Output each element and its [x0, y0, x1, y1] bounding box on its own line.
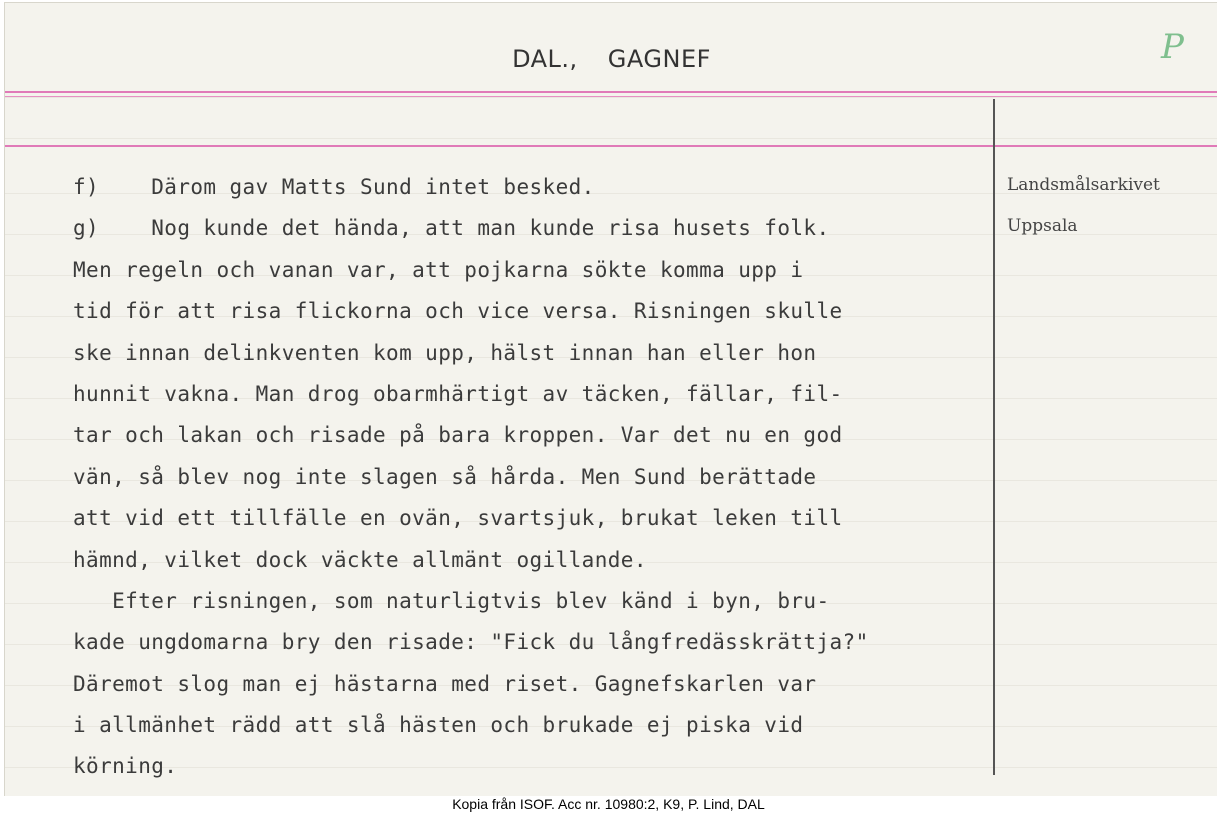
text-line: att vid ett tillfälle en ovän, svartsjuk, brukat leken till: [73, 506, 843, 531]
header-rule-double: [5, 96, 1217, 97]
text-line: Efter risningen, som naturligtvis blev känd i byn, bru-: [73, 588, 830, 613]
text-line: körning.: [73, 754, 178, 779]
card-header: [5, 3, 1217, 93]
text-line: kade ungdomarna bry den risade: "Fick du långfredässkrättja?": [73, 630, 869, 655]
text-line: vän, så blev nog inte slagen så hårda. Men Sund berättade: [73, 464, 817, 489]
typed-text-block: [73, 167, 988, 788]
margin-rule: [993, 99, 995, 775]
text-line: ske innan delinkventen kom upp, hälst innan han eller hon: [73, 340, 817, 365]
copy-footer: Kopia från ISOF. Acc nr. 10980:2, K9, P. Lind, DAL: [452, 796, 765, 812]
index-card: [4, 2, 1217, 796]
archive-city: Uppsala: [1007, 216, 1078, 236]
header-rule-bottom: [5, 145, 1217, 147]
card-title: DAL., GAGNEF: [512, 45, 711, 73]
text-line: hämnd, vilket dock väckte allmänt ogillande.: [73, 547, 647, 572]
header-rule-top: [5, 91, 1217, 93]
text-line: tid för att risa flickorna och vice versa. Risningen skulle: [73, 299, 843, 324]
text-line: Däremot slog man ej hästarna med riset. Gagnefskarlen var: [73, 671, 817, 696]
text-line: hunnit vakna. Man drog obarmhärtigt av täcken, fällar, fil-: [73, 381, 843, 406]
archive-name: Landsmålsarkivet: [1007, 175, 1160, 195]
text-line: g) Nog kunde det hända, att man kunde risa husets folk.: [73, 216, 830, 241]
handwritten-corner-mark: P: [1161, 27, 1184, 67]
text-line: tar och lakan och risade på bara kroppen. Var det nu en god: [73, 423, 843, 448]
text-line: Men regeln och vanan var, att pojkarna sökte komma upp i: [73, 257, 804, 282]
text-line: i allmänhet rädd att slå hästen och brukade ej piska vid: [73, 713, 804, 738]
text-line: f) Därom gav Matts Sund intet besked.: [73, 175, 595, 199]
